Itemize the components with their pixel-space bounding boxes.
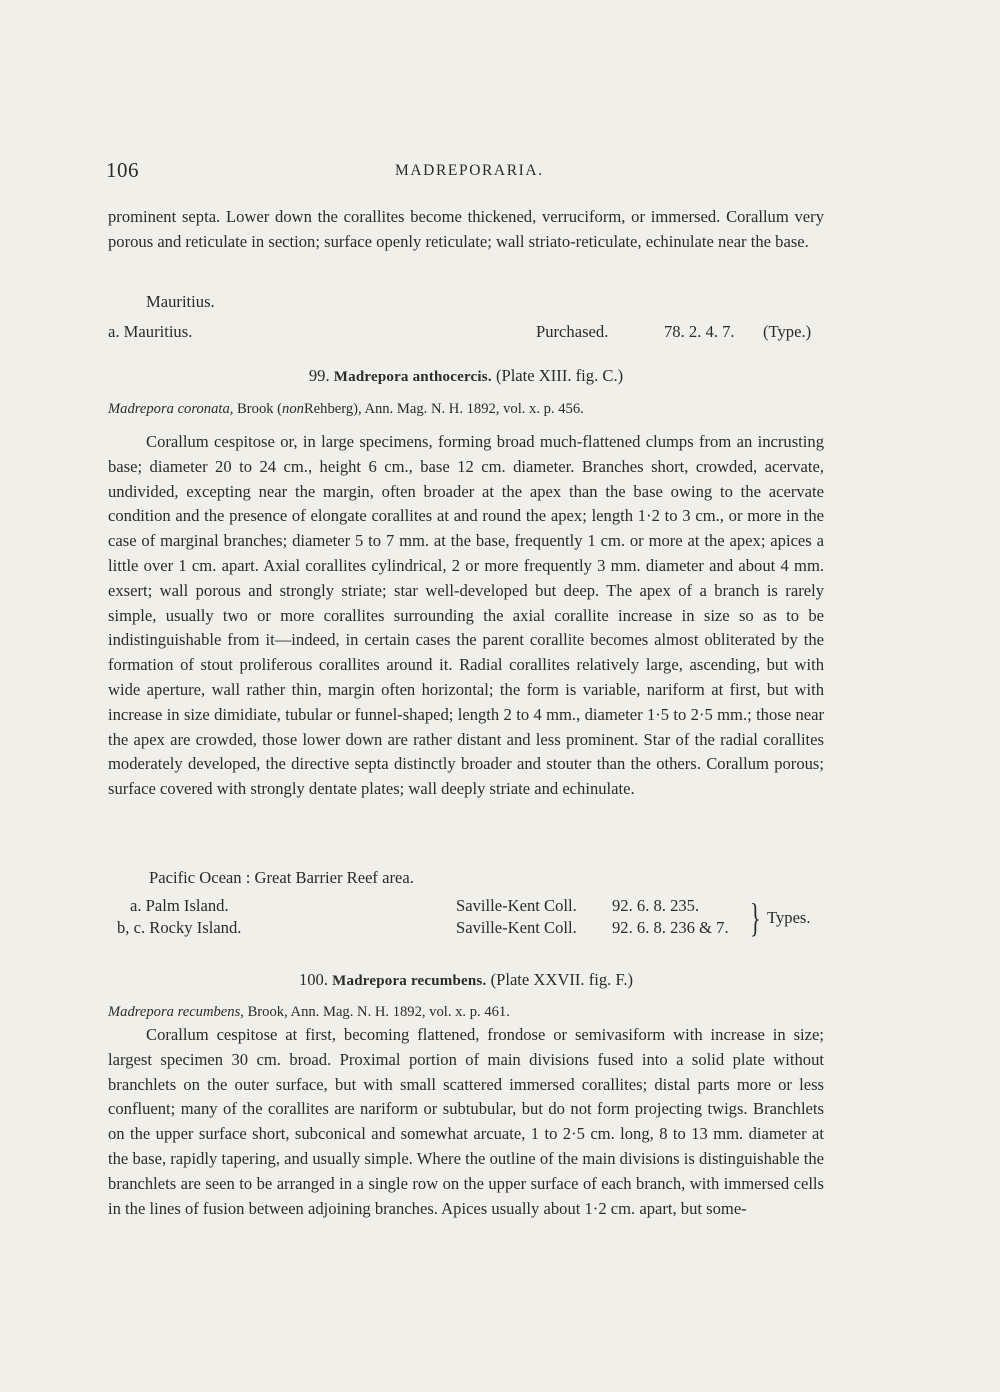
species-99-synonym-brook: Brook ( [237, 401, 283, 417]
species-100-plate: (Plate XXVII. fig. F.) [490, 970, 634, 989]
species-99-plate: (Plate XIII. fig. C.) [495, 366, 624, 385]
running-title: MADREPORARIA. [395, 162, 544, 179]
species-99-specimen-bc-reg: 92. 6. 8. 236 & 7. [612, 918, 729, 937]
species-99-synonym-non: non [282, 401, 304, 417]
specimen-98-reg: 78. 2. 4. 7. [664, 322, 735, 341]
species-99-heading [108, 366, 824, 386]
species-99-locality-heading: Pacific Ocean : Great Barrier Reef area. [149, 868, 414, 887]
locality-heading-98: Mauritius. [146, 292, 215, 311]
intro-paragraph-block [108, 205, 824, 255]
species-99-synonym-name: Madrepora coronata, [108, 401, 234, 417]
species-99-specimen-bc-label: b, c. Rocky Island. [117, 918, 242, 937]
species-99-specimen-a-coll: Saville-Kent Coll. [456, 896, 577, 915]
types-brace: } [750, 895, 761, 940]
species-99-specimen-bc-coll: Saville-Kent Coll. [456, 918, 577, 937]
specimen-98-source: Purchased. [536, 322, 609, 341]
species-99-specimen-a-label: a. Palm Island. [130, 896, 229, 915]
species-99-name: Madrepora anthocercis. [333, 369, 492, 385]
species-100-description-block [108, 1023, 824, 1221]
species-99-types-label: Types. [767, 908, 811, 927]
species-99-description: Corallum cespitose or, in large specimens, forming broad much-flattened clumps from an incrusting base; diameter 20 to 24 cm., height 6 cm., base 12 cm. diameter. Branches short, crowded, acervate, undivided, excepting near the margin, often broader at the apex than the base owing to the acervate condition and the presence of elongate corallites at and round the apex; length 1·2 to 3 cm., or more in the case of marginal branches; diameter 5 to 7 mm. at the base, frequently 1 cm. or more at the apex; apices a little over 1 cm. apart. Axial corallites cylindrical, 2 or more frequently 3 mm. diameter and about 4 mm. exsert; wall porous and strongly striate; star well-developed but deep. The apex of a branch is rarely simple, usually two or more corallites surrounding the axial corallite increase in size so as to be indistinguishable from it—indeed, in certain cases the parent corallite becomes almost obliterated by the formation of stout proliferous corallites around it. Radial corallites relatively large, ascending, but with wide aperture, wall rather thin, margin often horizontal; the form is variable, nariform at first, but with increase in size dimidiate, tubular or funnel-shaped; length 2 to 4 mm., diameter 1·5 to 2·5 mm.; those near the apex are crowded, those lower down are rather distant and less prominent. Star of the radial corallites moderately developed, the directive septa distinctly broader and stouter than the others. Corallum porous; surface covered with strongly dentate plates; wall deeply striate and echinulate. [108, 432, 824, 799]
species-99-description-block [108, 430, 824, 802]
intro-paragraph: prominent septa. Lower down the corallites become thickened, verruciform, or immersed. Corallum very porous and reticulate in section; surface openly reticulate; wall striato-reticulate, echinulate near the base. [108, 207, 824, 251]
species-100-synonymy [108, 1004, 510, 1021]
species-99-synonymy [108, 401, 584, 418]
species-100-name: Madrepora recumbens. [332, 973, 487, 989]
species-100-number: 100. [298, 970, 328, 989]
species-99-synonym-rest: Rehberg), Ann. Mag. N. H. 1892, vol. x. p. 456. [303, 401, 584, 417]
species-99-specimen-a-reg: 92. 6. 8. 235. [612, 896, 700, 915]
species-100-heading [108, 970, 824, 990]
species-100-description: Corallum cespitose at first, becoming flattened, frondose or semivasiform with increase in size; largest specimen 30 cm. broad. Proximal portion of main divisions fused into a solid plate without branchlets on the outer surface, but with small scattered immersed corallites; distal parts more or less confluent; many of the corallites are nariform or subtubular, but do not form projecting twigs. Branchlets on the upper surface short, subconical and somewhat arcuate, 1 to 2·5 cm. long, 8 to 13 mm. diameter at the base, rapidly tapering, and usually simple. Where the outline of the main divisions is distinguishable the branchlets are seen to be arranged in a single row on the upper surface of each branch, with immersed cells in the lines of fusion between adjoining branches. Apices usually about 1·2 cm. apart, but some- [108, 1025, 824, 1218]
page-number: 106 [106, 158, 139, 182]
species-100-synonym-name: Madrepora recumbens, [108, 1004, 244, 1020]
specimen-98-note: (Type.) [763, 322, 812, 341]
species-100-synonym-rest: Brook, Ann. Mag. N. H. 1892, vol. x. p. 461. [247, 1004, 510, 1020]
specimen-98-label: a. Mauritius. [108, 322, 193, 341]
species-99-number: 99. [308, 366, 330, 385]
